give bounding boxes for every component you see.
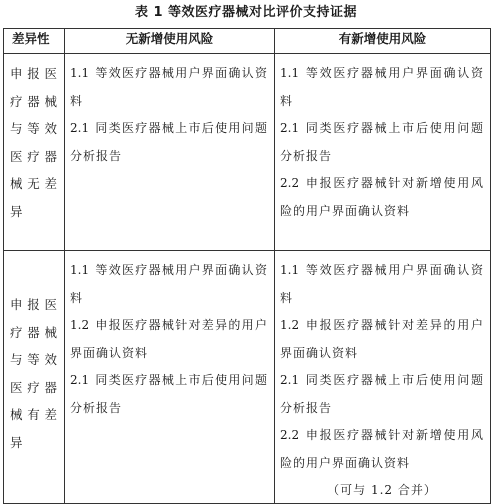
- evidence-item: 2.1 同类医疗器械上市后使用问题分析报告: [280, 121, 484, 163]
- evidence-item: 1.1 等效医疗器械用户界面确认资料: [280, 263, 484, 305]
- cell-no-new-risk: [65, 251, 275, 504]
- evidence-item: 2.2 申报医疗器械针对新增使用风险的用户界面确认资料: [280, 176, 484, 218]
- header-new-risk: 有新增使用风险: [275, 29, 491, 54]
- evidence-item: 1.2 申报医疗器械针对差异的用户界面确认资料: [70, 318, 268, 360]
- cell-no-new-risk: [65, 54, 275, 251]
- table-row: [4, 54, 491, 251]
- evidence-table: [3, 28, 491, 504]
- evidence-item: 1.2 申报医疗器械针对差异的用户界面确认资料: [280, 318, 484, 360]
- evidence-item: 1.1 等效医疗器械用户界面确认资料: [280, 66, 484, 108]
- header-difference: 差异性: [4, 29, 65, 54]
- evidence-item: 2.2 申报医疗器械针对新增使用风险的用户界面确认资料: [280, 428, 484, 470]
- evidence-item: 2.1 同类医疗器械上市后使用问题分析报告: [70, 373, 268, 415]
- table-row: [4, 251, 491, 504]
- evidence-item: 2.1 同类医疗器械上市后使用问题分析报告: [70, 121, 268, 163]
- evidence-item: 1.1 等效医疗器械用户界面确认资料: [70, 66, 268, 108]
- header-no-new-risk: 无新增使用风险: [65, 29, 275, 54]
- row-label-no-difference: 申报医疗器械与等效医疗器械无差异: [4, 54, 65, 251]
- cell-new-risk: [275, 251, 491, 504]
- table-header-row: [4, 29, 491, 54]
- merge-note: （可与 1.2 合并）: [327, 483, 437, 497]
- evidence-item: 2.1 同类医疗器械上市后使用问题分析报告: [280, 373, 484, 415]
- table-title: 表 1 等效医疗器械对比评价支持证据: [134, 5, 358, 20]
- cell-new-risk: [275, 54, 491, 251]
- evidence-item: 1.1 等效医疗器械用户界面确认资料: [70, 263, 268, 305]
- row-label-has-difference: 申报医疗器械与等效医疗器械有差异: [4, 251, 65, 504]
